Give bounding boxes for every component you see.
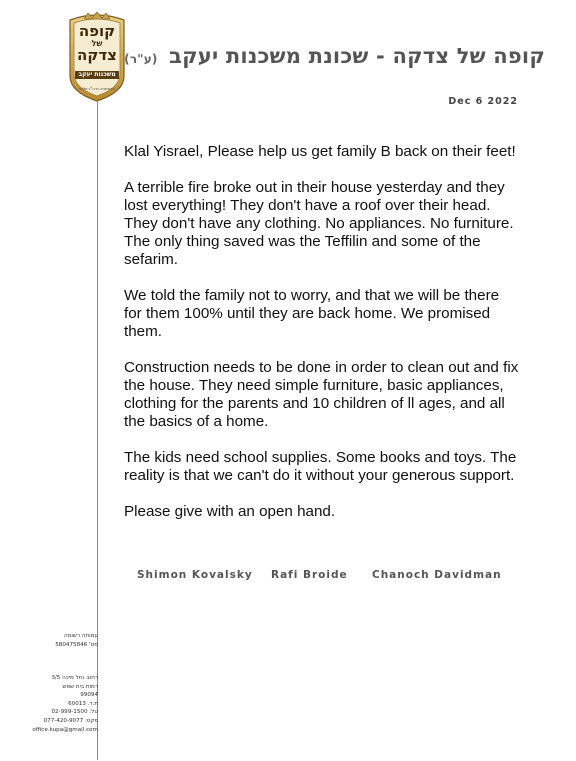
contact-info — [20, 674, 98, 734]
signer-name: Chanoch Davidman — [372, 569, 502, 581]
contact-line: ת.ד. 60013 — [68, 700, 98, 707]
paragraph-promise: We told the family not to worry, and that we will be there for them 100% until they are back home. We promised them. — [124, 287, 500, 340]
letter-date: Dec 6 2022 — [448, 96, 518, 107]
signer-name: Shimon Kovalsky — [137, 569, 253, 581]
organization-title-suffix: (ע"ר) — [124, 52, 158, 66]
paragraph-appeal: Klal Yisrael, Please help us get family B back on their feet! — [124, 143, 516, 160]
contact-line: רמות בית שמש — [62, 683, 98, 690]
contact-line: טל: 02-999-1500 — [51, 709, 98, 716]
organization-logo — [66, 10, 128, 102]
organization-title — [124, 44, 545, 68]
logo-word-1: קופה — [78, 22, 116, 40]
registration-line: עמותה רשומה — [63, 633, 98, 639]
contact-line: רחוב נחל מיכה 3/5 — [51, 675, 98, 681]
logo-banner: משכנות יעקב — [75, 71, 118, 79]
contact-line: 99094 — [80, 692, 98, 699]
contact-email: office.kupa@gmail.com — [32, 726, 98, 733]
signer-name: Rafi Broide — [271, 569, 348, 581]
registration-line: מס' 580475846 — [55, 641, 98, 648]
paragraph-fire: A terrible fire broke out in their house yesterday and they lost everything! They don't have a roof over their head. They don't have any clothing. No appliances. No furniture. The only thing saved was the Teffilin and some of the sefarim. — [124, 179, 514, 268]
logo-word-3: צדקה — [77, 46, 117, 64]
paragraph-closing: Please give with an open hand. — [124, 503, 336, 520]
margin-divider — [97, 96, 98, 760]
organization-title-main: קופה של צדקה - שכונת משכנות יעקב — [169, 44, 545, 68]
letter-body — [124, 143, 519, 539]
logo-word-2: של — [91, 39, 103, 48]
contact-line: פקס: 077-420-9077 — [43, 717, 98, 724]
paragraph-supplies: The kids need school supplies. Some books and toys. The reality is that we can't do it without your generous support. — [124, 449, 517, 484]
logo-caption: בראשות הרה"ג פלוני — [79, 86, 115, 91]
paragraph-needs: Construction needs to be done in order to clean out and fix the house. They need simple furniture, basic appliances, clothing for the parents and 10 children of ll ages, and all the basics of a home. — [124, 359, 519, 430]
registration-info — [20, 632, 98, 649]
